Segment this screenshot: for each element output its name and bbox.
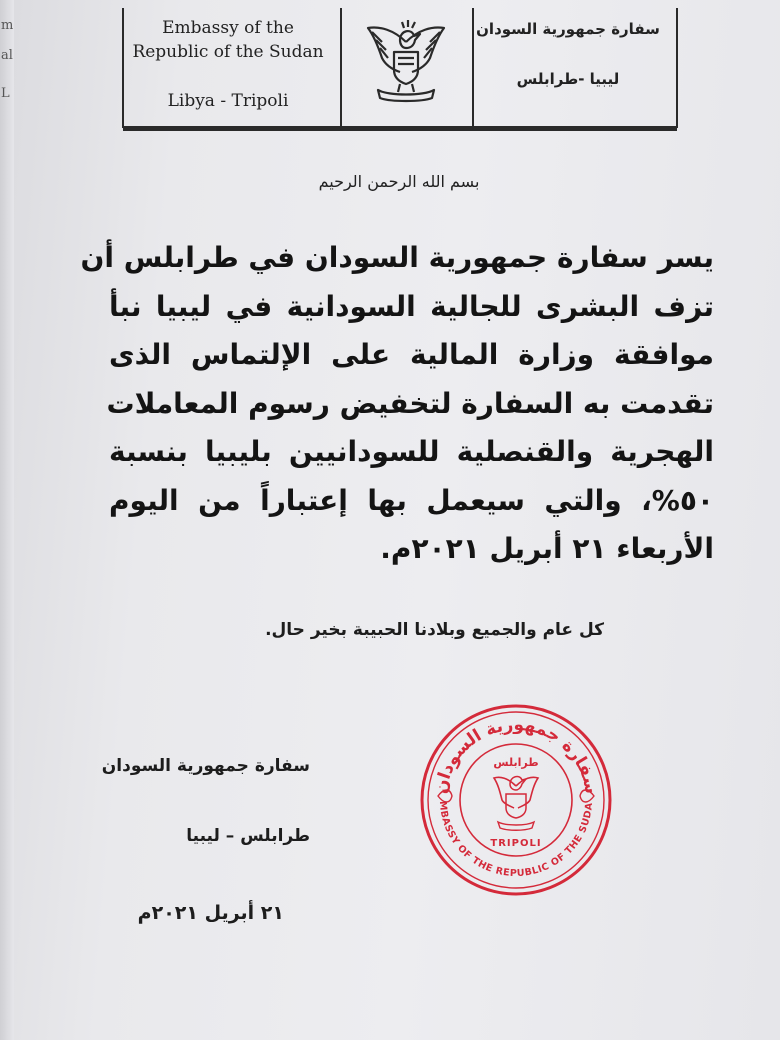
body-line: موافقة وزارة المالية على الإلتماس الذى (109, 338, 714, 371)
signature-embassy: سفارة جمهورية السودان (101, 756, 310, 776)
letterhead-english (132, 16, 324, 113)
signature-date: ٢١ أبريل ٢٠٢١م (137, 902, 284, 924)
letterhead-divider (340, 8, 342, 126)
letterhead-arabic (468, 18, 668, 90)
stamp-english-city: TRIPOLI (490, 838, 542, 849)
underlying-page-fragment: L (1, 86, 10, 101)
announcement-body (80, 234, 714, 574)
underlying-page-fragment: al (1, 48, 13, 63)
stamp-english-ring-text: MBASSY OF THE REPUBLIC OF THE SUDA (436, 800, 596, 880)
embassy-city-arabic: ليبيا -طرابلس (516, 70, 620, 88)
body-line: تقدمت به السفارة لتخفيض رسوم المعاملات (106, 386, 714, 420)
body-line: الأربعاء ٢١ أبريل ٢٠٢١م. (380, 532, 714, 565)
closing-greeting: كل عام والجميع وبلادنا الحبيبة بخير حال. (265, 620, 604, 640)
body-line: ٥٠%، والتي سيعمل بها إعتباراً من اليوم (109, 483, 714, 517)
underlying-page-fragment: m (1, 18, 14, 33)
letterhead (122, 8, 678, 128)
underlying-page-edge (0, 0, 15, 1040)
basmala: بسم الله الرحمن الرحيم (318, 172, 480, 191)
embassy-seal-stamp (416, 700, 616, 900)
embassy-city-english: Libya - Tripoli (167, 91, 289, 111)
signature-city: طرابلس – ليبيا (186, 826, 310, 846)
body-line: الهجرية والقنصلية للسودانيين بليبيا بنسبة (109, 435, 714, 468)
body-line: تزف البشرى للجالية السودانية في ليبيا نبأ (109, 289, 714, 323)
stamp-arabic-city: طرابلس (493, 756, 539, 769)
stamp-arabic-ring-text: سفارة جمهورية السودان (431, 714, 601, 796)
embassy-name-arabic: سفارة جمهورية السودان (476, 20, 660, 38)
secretary-bird-emblem-icon (360, 12, 452, 104)
embassy-name-line1: Embassy of the (162, 18, 294, 38)
body-line: يسر سفارة جمهورية السودان في طرابلس أن (80, 241, 714, 274)
embassy-name-line2: Republic of the Sudan (132, 42, 324, 62)
letter-page (14, 0, 780, 1040)
